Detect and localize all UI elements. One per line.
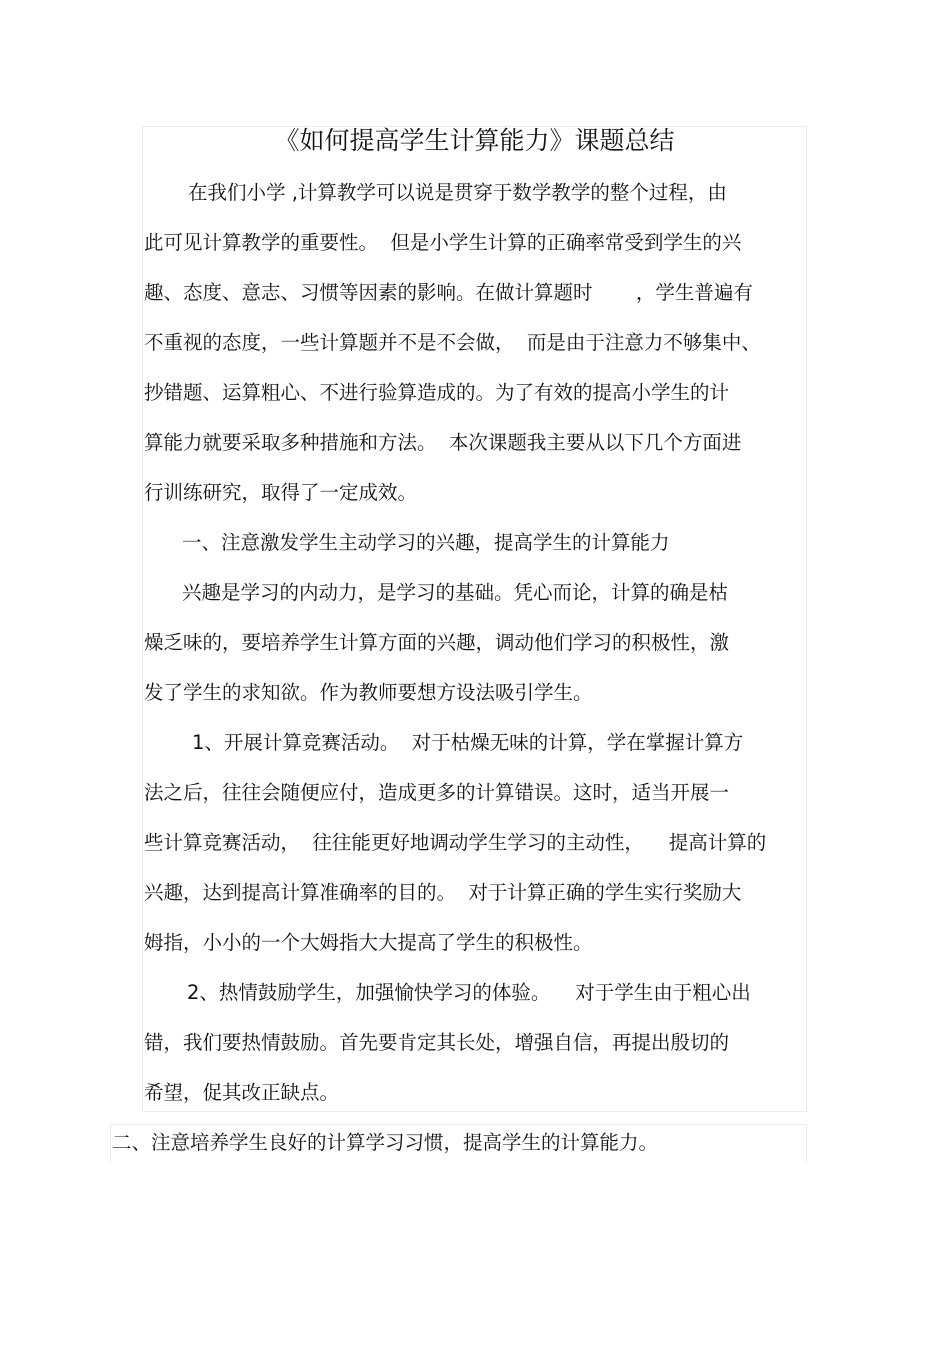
intro-line-2: 此可见计算教学的重要性。 但是小学生计算的正确率常受到学生的兴 bbox=[144, 231, 742, 254]
section1-body-line-1: 兴趣是学习的内动力，是学习的基础。凭心而论，计算的确是枯 bbox=[182, 581, 729, 604]
section2-heading: 二、注意培养学生良好的计算学习习惯，提高学生的计算能力。 bbox=[112, 1131, 659, 1154]
text-frame bbox=[142, 126, 807, 1112]
item1-line-2: 法之后，往往会随便应付，造成更多的计算错误。这时，适当开展一 bbox=[144, 781, 730, 804]
item1-line-4: 兴趣，达到提高计算准确率的目的。 对于计算正确的学生实行奖励大 bbox=[144, 881, 742, 904]
item2-line-3: 希望，促其改正缺点。 bbox=[144, 1081, 340, 1104]
item2-line-2: 错，我们要热情鼓励。首先要肯定其长处，增强自信，再提出殷切的 bbox=[144, 1031, 730, 1054]
section1-body-line-2: 燥乏味的，要培养学生计算方面的兴趣，调动他们学习的积极性，激 bbox=[144, 631, 730, 654]
item1-line-1: 1、开展计算竞赛活动。 对于枯燥无味的计算，学在掌握计算方 bbox=[192, 731, 744, 754]
intro-line-4: 不重视的态度，一些计算题并不是不会做， 而是由于注意力不够集中、 bbox=[144, 331, 761, 354]
section1-body-line-3: 发了学生的求知欲。作为教师要想方设法吸引学生。 bbox=[144, 681, 593, 704]
item2-line-1: 2、热情鼓励学生，加强愉快学习的体验。 对于学生由于粗心出 bbox=[187, 981, 751, 1004]
item1-line-3: 些计算竞赛活动， 往往能更好地调动学生学习的主动性， 提高计算的 bbox=[144, 831, 767, 854]
document-title: 《如何提高学生计算能力》课题总结 bbox=[274, 126, 675, 155]
intro-line-6: 算能力就要采取多种措施和方法。 本次课题我主要从以下几个方面进 bbox=[144, 431, 742, 454]
intro-line-1: 在我们小学 ,计算教学可以说是贯穿于数学教学的整个过程，由 bbox=[188, 181, 727, 204]
intro-line-7: 行训练研究，取得了一定成效。 bbox=[144, 481, 418, 504]
item1-line-5: 姆指，小小的一个大姆指大大提高了学生的积极性。 bbox=[144, 931, 593, 954]
intro-line-3: 趣、态度、意志、习惯等因素的影响。在做计算题时 ，学生普遍有 bbox=[144, 281, 753, 304]
section1-heading: 一、注意激发学生主动学习的兴趣，提高学生的计算能力 bbox=[182, 531, 670, 554]
intro-line-5: 抄错题、运算粗心、不进行验算造成的。为了有效的提高小学生的计 bbox=[144, 381, 730, 404]
